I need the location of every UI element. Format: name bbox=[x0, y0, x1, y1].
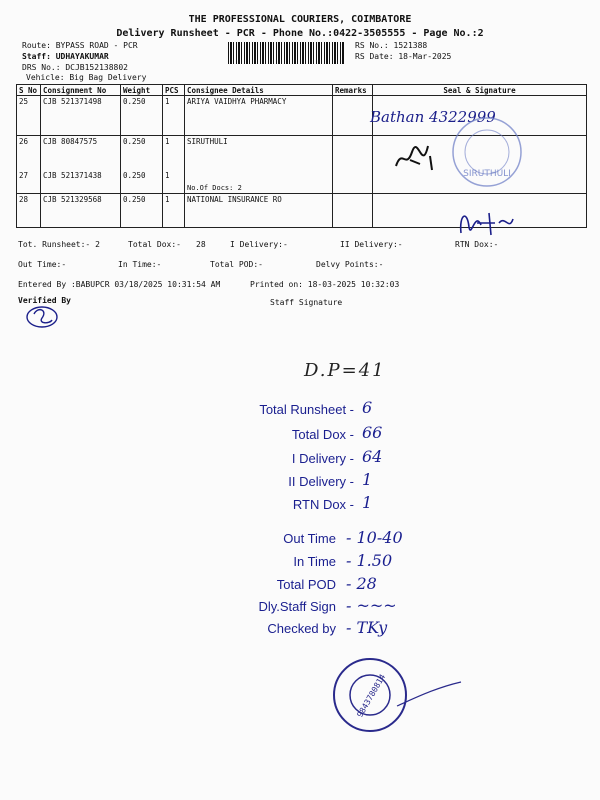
verified-by: Verified By bbox=[18, 296, 71, 305]
verified-signature bbox=[24, 304, 64, 330]
hand-checked-by-label: Checked by bbox=[267, 621, 336, 636]
rs-number: RS No.: 1521388 bbox=[355, 41, 428, 50]
hand-total-runsheet-label: Total Runsheet - bbox=[259, 402, 354, 417]
rtn-dox: RTN Dox:- bbox=[455, 240, 499, 249]
entered-by: Entered By :BABUPCR 03/18/2025 10:31:54 AM bbox=[18, 280, 221, 289]
col-consignment: Consignment No bbox=[41, 85, 121, 96]
hand-out-time-label: Out Time bbox=[283, 531, 336, 546]
runsheet-title: Delivery Runsheet - PCR - Phone No.:0422-3505555 - Page No.:2 bbox=[116, 28, 484, 39]
company-name: THE PROFESSIONAL COURIERS, COIMBATORE bbox=[188, 14, 412, 25]
delvy-points: Delvy Points:- bbox=[316, 260, 384, 269]
row-pcs: 1 bbox=[163, 136, 185, 170]
row25-signature: Bathan 4322999 bbox=[370, 108, 496, 126]
hand-i-delivery-value: 64 bbox=[362, 447, 383, 466]
row-pcs: 1 bbox=[163, 96, 185, 136]
row-sno: 28 bbox=[17, 194, 41, 228]
hand-staff-sign-value: - ~~~ bbox=[346, 596, 397, 615]
row-remarks bbox=[333, 96, 373, 136]
row-sno: 25 bbox=[17, 96, 41, 136]
staff-label: Staff: UDHAYAKUMAR bbox=[22, 52, 109, 61]
total-dox-label: Total Dox:- bbox=[128, 240, 181, 249]
row-weight: 0.250 bbox=[121, 194, 163, 228]
tot-runsheet: Tot. Runsheet:- 2 bbox=[18, 240, 100, 249]
hand-rtn-dox-label: RTN Dox - bbox=[292, 497, 354, 512]
out-time: Out Time:- bbox=[18, 260, 67, 269]
row-consignment: CJB 521371438 bbox=[41, 170, 121, 194]
row-consignment: CJB 521371498 bbox=[41, 96, 121, 136]
drs-number: DRS No.: DCJB152138802 bbox=[22, 63, 128, 72]
hand-rtn-dox-value: 1 bbox=[362, 493, 373, 512]
row-sno: 26 bbox=[17, 136, 41, 170]
hand-out-time-value: - 10-40 bbox=[346, 528, 403, 547]
ii-delivery: II Delivery:- bbox=[340, 240, 403, 249]
col-weight: Weight bbox=[121, 85, 163, 96]
seal-stamp bbox=[440, 112, 535, 192]
hand-total-dox-value: 66 bbox=[362, 423, 383, 442]
hand-staff-sign-label: Dly.Staff Sign bbox=[258, 599, 336, 614]
row-pcs: 1 bbox=[163, 170, 185, 194]
col-consignee: Consignee Details bbox=[185, 85, 333, 96]
row-weight: 0.250 bbox=[121, 96, 163, 136]
row28-signature bbox=[455, 205, 525, 241]
hand-total-pod-label: Total POD bbox=[276, 577, 336, 592]
vehicle-label: Vehicle: Big Bag Delivery bbox=[26, 73, 147, 82]
i-delivery: I Delivery:- bbox=[230, 240, 288, 249]
row-consignment: CJB 521329568 bbox=[41, 194, 121, 228]
hand-ii-delivery-value: 1 bbox=[362, 470, 373, 489]
total-pod: Total POD:- bbox=[210, 260, 263, 269]
row-consignee: ARIYA VAIDHYA PHARMACY bbox=[185, 96, 333, 136]
hand-total-dox-label: Total Dox - bbox=[291, 427, 354, 442]
hand-total-runsheet-value: 6 bbox=[362, 398, 373, 417]
table-header bbox=[17, 85, 587, 96]
col-pcs: PCS bbox=[163, 85, 185, 96]
col-sno: S No bbox=[17, 85, 41, 96]
stamp-signature-stroke bbox=[395, 680, 465, 710]
hand-checked-by-value: - TKy bbox=[346, 618, 388, 637]
row-pcs: 1 bbox=[163, 194, 185, 228]
col-remarks: Remarks bbox=[333, 85, 373, 96]
total-dox-value: 28 bbox=[196, 240, 206, 249]
row-remarks bbox=[333, 136, 373, 170]
seal-text: SIRUTHULI bbox=[463, 169, 511, 179]
stamp-number: 9843780814 bbox=[355, 672, 388, 719]
row-consignee: SIRUTHULI bbox=[185, 136, 333, 170]
hand-i-delivery-label: I Delivery - bbox=[291, 451, 354, 466]
in-time: In Time:- bbox=[118, 260, 162, 269]
staff-signature-label: Staff Signature bbox=[270, 298, 343, 307]
rs-date: RS Date: 18-Mar-2025 bbox=[355, 52, 452, 61]
dp-note: D.P=41 bbox=[304, 360, 386, 381]
row-consignment: CJB 80847575 bbox=[41, 136, 121, 170]
hand-in-time-label: In Time bbox=[293, 554, 336, 569]
row-sno: 27 bbox=[17, 170, 41, 194]
hand-in-time-value: - 1.50 bbox=[346, 551, 393, 570]
printed-on: Printed on: 18-03-2025 10:32:03 bbox=[250, 280, 400, 289]
row-remarks bbox=[333, 170, 373, 194]
hand-total-pod-value: - 28 bbox=[346, 574, 377, 593]
route-label: Route: BYPASS ROAD - PCR bbox=[22, 41, 138, 50]
row26-signature bbox=[392, 140, 440, 176]
barcode bbox=[228, 42, 344, 64]
row-remarks bbox=[333, 194, 373, 228]
row-consignee: NATIONAL INSURANCE RO bbox=[185, 194, 333, 228]
row-weight: 0.250 bbox=[121, 170, 163, 194]
row-note: No.Of Docs: 2 bbox=[185, 170, 333, 194]
hand-ii-delivery-label: II Delivery - bbox=[288, 474, 354, 489]
col-seal: Seal & Signature bbox=[373, 85, 587, 96]
row-weight: 0.250 bbox=[121, 136, 163, 170]
